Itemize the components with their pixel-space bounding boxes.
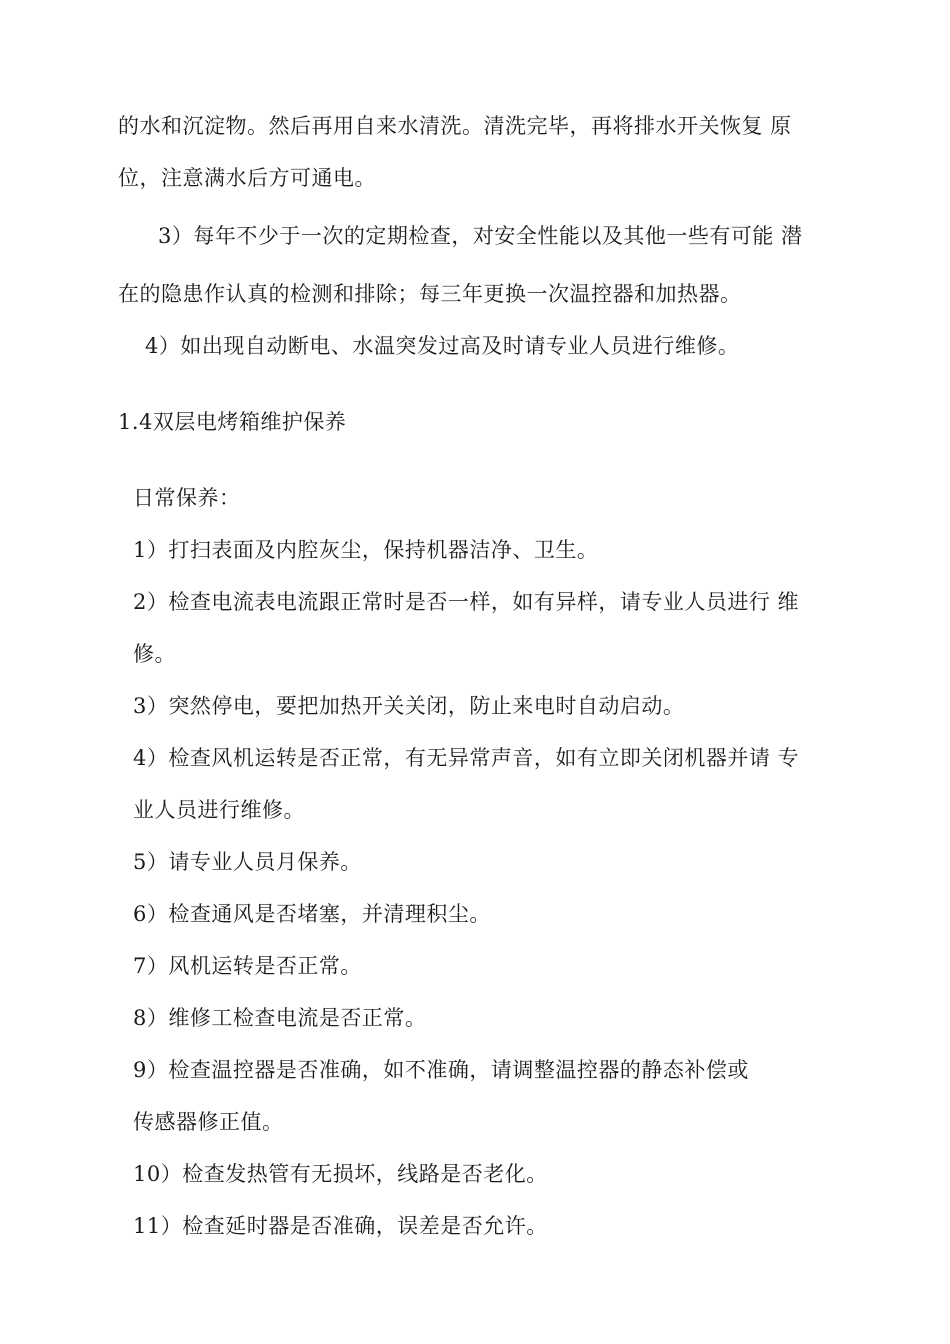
list-item-4: 4）如出现自动断电、水温突发过高及时请专业人员进行维修。 [145,334,740,358]
list-item-5: 5）请专业人员月保养。 [133,850,362,874]
list-item-3-cont: 在的隐患作认真的检测和排除；每三年更换一次温控器和加热器。 [118,282,742,306]
section-heading: 1.4双层电烤箱维护保养 [118,410,347,434]
subheading-daily-maintenance: 日常保养： [133,486,241,510]
paragraph-line-2: 位，注意满水后方可通电。 [118,166,376,190]
list-item-11: 11）检查延时器是否准确，误差是否允许。 [133,1214,548,1238]
list-item-2-cont: 修。 [133,642,176,666]
list-item-7: 7）风机运转是否正常。 [133,954,362,978]
list-item-2: 2）检查电流表电流跟正常时是否一样，如有异样，请专业人员进行 维 [133,590,800,614]
list-item-4b: 4）检查风机运转是否正常，有无异常声音，如有立即关闭机器并请 专 [133,746,800,770]
list-item-4b-cont: 业人员进行维修。 [133,798,305,822]
list-item-9-cont: 传感器修正值。 [133,1110,284,1134]
list-item-10: 10）检查发热管有无损坏，线路是否老化。 [133,1162,548,1186]
list-item-9: 9）检查温控器是否准确，如不准确，请调整温控器的静态补偿或 [133,1058,749,1082]
list-item-6: 6）检查通风是否堵塞，并清理积尘。 [133,902,491,926]
list-item-8: 8）维修工检查电流是否正常。 [133,1006,427,1030]
list-item-1: 1）打扫表面及内腔灰尘，保持机器洁净、卫生。 [133,538,599,562]
paragraph-line-1: 的水和沉淀物。然后再用自来水清洗。清洗完毕，再将排水开关恢复 原 [118,114,792,138]
list-item-3b: 3）突然停电，要把加热开关关闭，防止来电时自动启动。 [133,694,685,718]
list-item-3: 3）每年不少于一次的定期检查，对安全性能以及其他一些有可能 潜 [158,224,803,248]
